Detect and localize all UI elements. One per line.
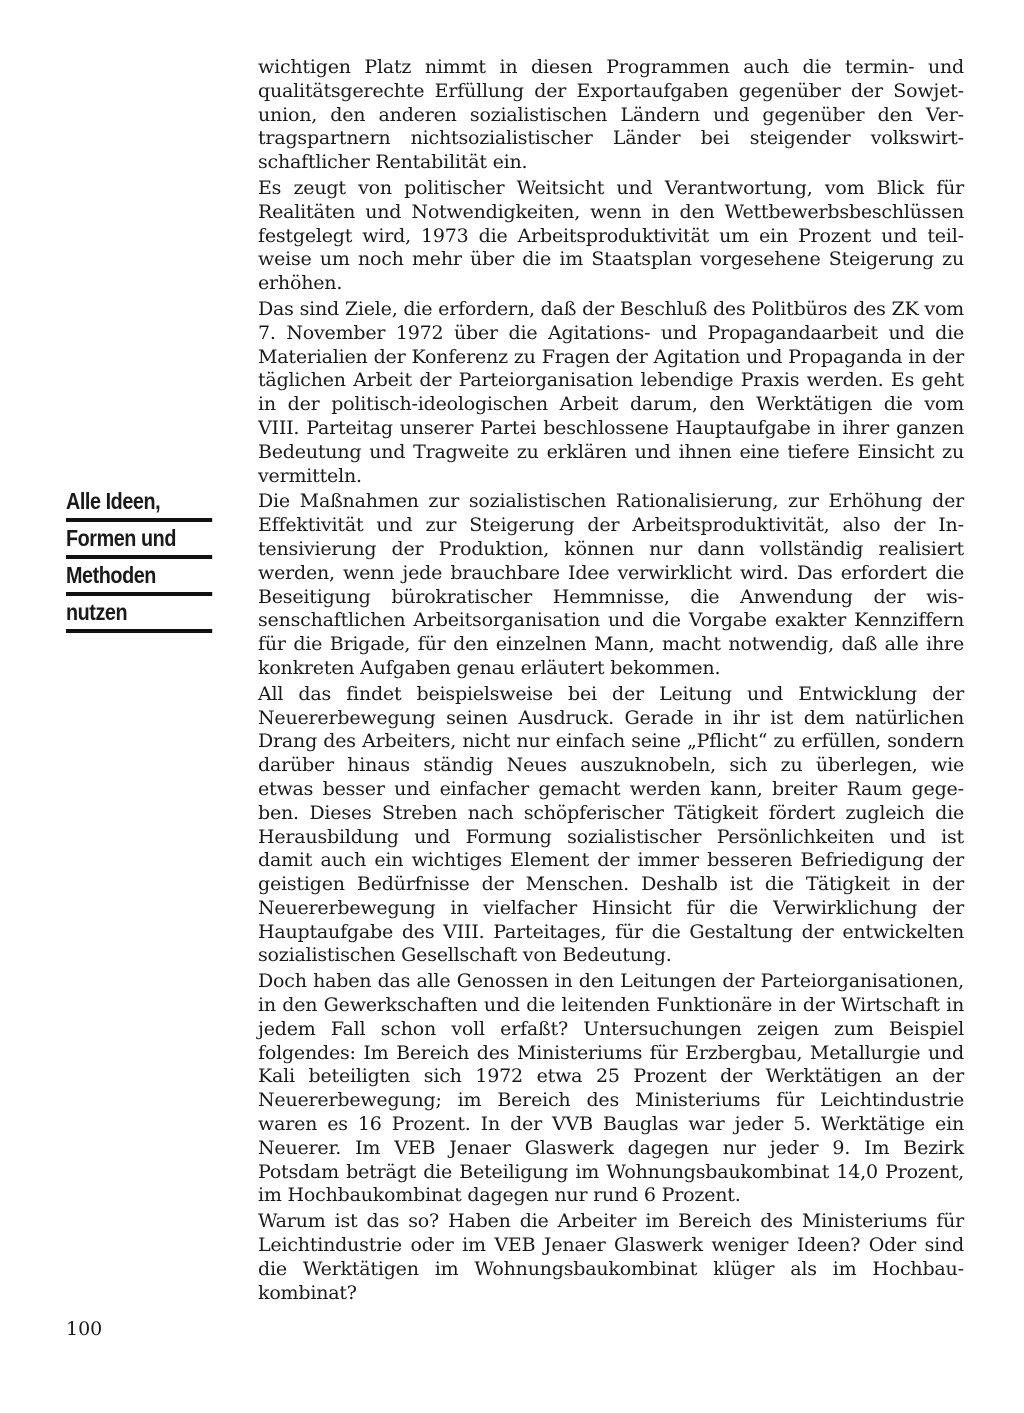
margin-heading: [66, 488, 236, 636]
margin-heading-line: Formen und: [66, 525, 212, 559]
paragraph: wichtigen Platz nimmt in diesen Programmen auch die termin- und qualitätsgerechte Erfüllung der Exportaufgaben gegenüber der Sowjetunion, den anderen sozialistischen Ländern und gegenüber den Vertragspartnern nichtsozialistischer Länder bei steigender volkswirtschaftlicher Rentabilität ein.: [258, 56, 964, 174]
paragraph: Es zeugt von politischer Weitsicht und Verantwortung, vom Blick für Realitäten und Notwendigkeiten, wenn in den Wettbewerbsbeschlüssen festgelegt wird, 1973 die Arbeitsproduktivität um ein Prozent und teilweise um noch mehr über die im Staatsplan vorgesehene Steigerung zu erhöhen.: [258, 176, 964, 295]
paragraph: Das sind Ziele, die erfordern, daß der Beschluß des Politbüros des ZK vom 7. November 1972 über die Agitations- und Propagandaarbeit und die Materialien der Konferenz zu Fragen der Agitation und Propaganda in der täglichen Arbeit der Parteiorganisation lebendige Praxis werden. Es geht in der politisch-ideologischen Arbeit darum, den Werktätigen die vom VIII. Parteitag unserer Partei beschlossene Hauptaufgabe in ihrer ganzen Bedeutung und Tragweite zu erklären und ihnen eine tiefere Einsicht zu vermitteln.: [258, 297, 964, 487]
margin-heading-line: nutzen: [66, 599, 212, 633]
paragraph: Doch haben das alle Genossen in den Leitungen der Parteiorganisationen, in den Gewerkschaften und die leitenden Funktionäre in der Wirtschaft in jedem Fall schon voll erfaßt? Untersuchungen zeigen zum Beispiel folgendes: Im Bereich des Ministeriums für Erzbergbau, Metallurgie und Kali beteiligten sich 1972 etwa 25 Prozent der Werktätigen an der Neuererbewegung; im Bereich des Ministeriums für Leichtindustrie waren es 16 Prozent. In der VVB Bauglas war jeder 5. Werktätige ein Neuerer. Im VEB Jenaer Glaswerk dagegen nur jeder 9. Im Bezirk Potsdam beträgt die Beteiligung im Wohnungsbaukombinat 14,0 Prozent, im Hochbaukombinat dagegen nur rund 6 Prozent.: [258, 970, 964, 1207]
margin-heading-line: Alle Ideen,: [66, 488, 212, 522]
page-number: 100: [66, 1318, 103, 1340]
body-text: [258, 56, 964, 1307]
paragraph: Die Maßnahmen zur sozialistischen Rationalisierung, zur Erhöhung der Effektivität und zur Steigerung der Arbeitsproduktivität, also der Intensivierung der Produktion, können nur dann vollständig realisiert werden, wenn jede brauchbare Idee verwirklicht wird. Das erfordert die Beseitigung bürokratischer Hemmnisse, die Anwendung der wissenschaftlichen Arbeitsorganisation und die Vorgabe exakter Kennziffern für die Brigade, für den einzelnen Mann, macht notwendig, daß alle ihre konkreten Aufgaben genau erläutert bekommen.: [258, 490, 964, 679]
paragraph: Warum ist das so? Haben die Arbeiter im Bereich des Ministeriums für Leichtindustrie oder im VEB Jenaer Glaswerk weniger Ideen? Oder sind die Werktätigen im Wohnungsbaukombinat klüger als im Hochbaukombinat?: [258, 1210, 964, 1304]
margin-heading-line: Methoden: [66, 562, 212, 596]
paragraph: All das findet beispielsweise bei der Leitung und Entwicklung der Neuererbewegung seinen Ausdruck. Gerade in ihr ist dem natürlichen Drang des Arbeiters, nicht nur einfach seine „Pflicht“ zu erfüllen, sondern darüber hinaus ständig Neues auszuknobeln, sich zu überlegen, wie etwas besser und einfacher gemacht werden kann, breiter Raum gegeben. Dieses Streben nach schöpferischer Tätigkeit fördert zugleich die Herausbildung und Formung sozialistischer Persönlichkeiten und ist damit auch ein wichtiges Element der immer besseren Befriedigung der geistigen Bedürfnisse der Menschen. Deshalb ist die Tätigkeit in der Neuererbewegung in vielfacher Hinsicht für die Verwirklichung der Hauptaufgabe des VIII. Parteitages, für die Gestaltung der entwickelten sozialistischen Gesellschaft von Bedeutung.: [258, 682, 964, 967]
